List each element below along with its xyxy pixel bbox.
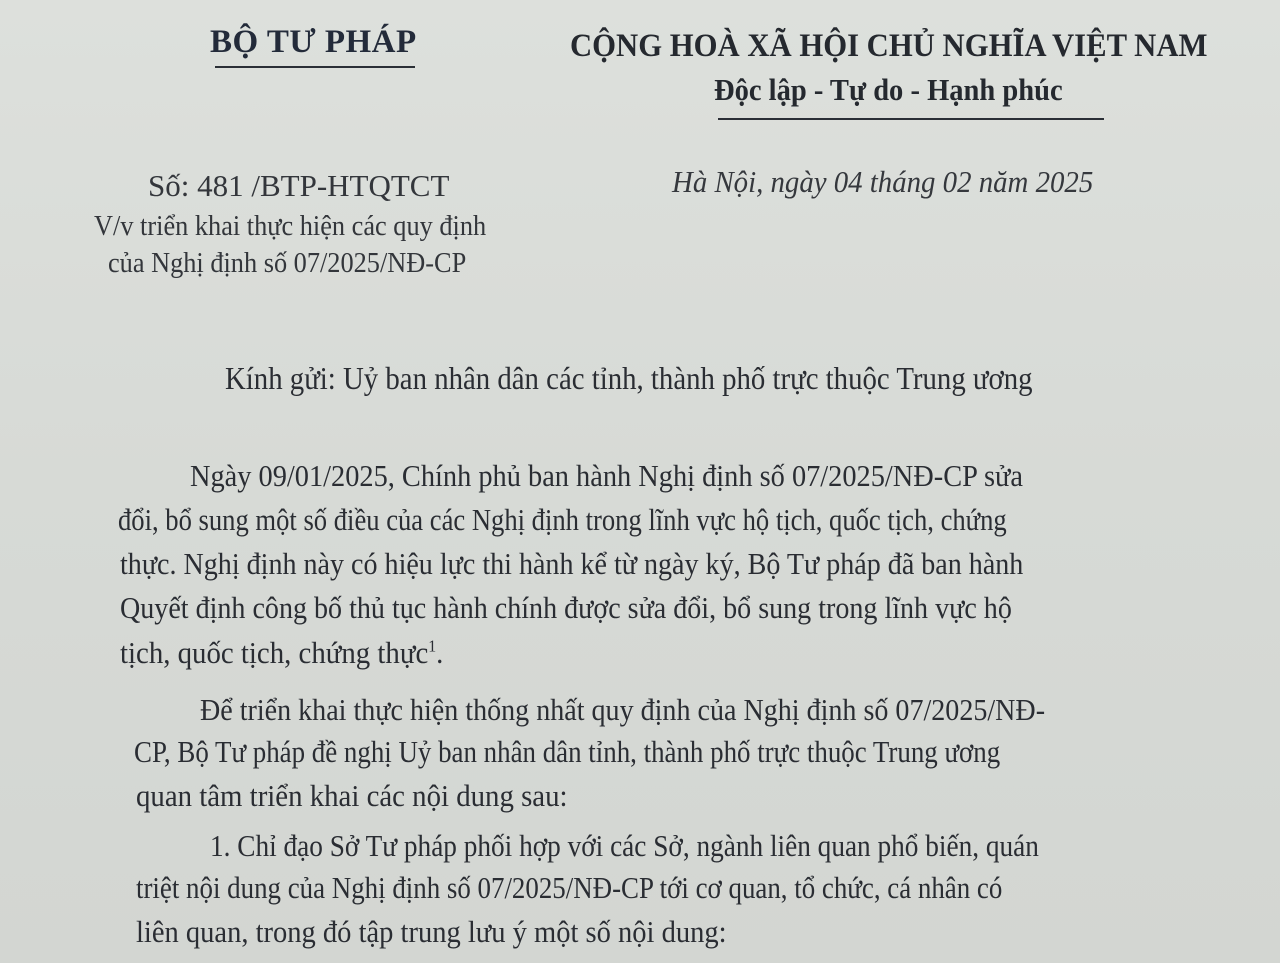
paragraph-line: CP, Bộ Tư pháp đề nghị Uỷ ban nhân dân tỉnh, thành phố trực thuộc Trung ương bbox=[134, 734, 1001, 769]
footnote-marker[interactable]: 1 bbox=[428, 636, 437, 656]
document-number: Số: 481 /BTP-HTQTCT bbox=[148, 168, 450, 203]
paragraph-line: Quyết định công bố thủ tục hành chính được sửa đổi, bổ sung trong lĩnh vực hộ bbox=[120, 590, 1012, 625]
recipient-line: Kính gửi: Uỷ ban nhân dân các tỉnh, thành phố trực thuộc Trung ương bbox=[225, 360, 1033, 396]
paragraph-line: triệt nội dung của Nghị định số 07/2025/NĐ-CP tới cơ quan, tổ chức, cá nhân có bbox=[136, 870, 1003, 905]
paragraph-line bbox=[120, 635, 443, 671]
paragraph-line: 1. Chỉ đạo Sở Tư pháp phối hợp với các Sở, ngành liên quan phổ biến, quán bbox=[210, 828, 1039, 863]
place-and-date: Hà Nội, ngày 04 tháng 02 năm 2025 bbox=[672, 164, 1094, 199]
paragraph-line: liên quan, trong đó tập trung lưu ý một số nội dung: bbox=[136, 914, 727, 949]
issuing-organization: BỘ TƯ PHÁP bbox=[210, 24, 417, 60]
paragraph-text: tịch, quốc tịch, chứng thực bbox=[120, 635, 429, 670]
national-motto: Độc lập - Tự do - Hạnh phúc bbox=[714, 72, 1063, 107]
paragraph-line: quan tâm triển khai các nội dung sau: bbox=[136, 778, 568, 813]
paragraph-line: Ngày 09/01/2025, Chính phủ ban hành Nghị định số 07/2025/NĐ-CP sửa bbox=[190, 458, 1023, 493]
paragraph-text: . bbox=[436, 635, 444, 670]
paragraph-line: thực. Nghị định này có hiệu lực thi hành kể từ ngày ký, Bộ Tư pháp đã ban hành bbox=[120, 546, 1024, 581]
subject-line: V/v triển khai thực hiện các quy định bbox=[94, 211, 487, 242]
organization-underline bbox=[215, 66, 415, 68]
subject-line: của Nghị định số 07/2025/NĐ-CP bbox=[108, 248, 467, 279]
paragraph-line: đổi, bổ sung một số điều của các Nghị định trong lĩnh vực hộ tịch, quốc tịch, chứng bbox=[118, 502, 1007, 537]
paragraph-line: Để triển khai thực hiện thống nhất quy định của Nghị định số 07/2025/NĐ- bbox=[200, 692, 1046, 727]
national-title: CỘNG HOÀ XÃ HỘI CHỦ NGHĨA VIỆT NAM bbox=[570, 28, 1208, 64]
motto-underline bbox=[718, 118, 1104, 120]
